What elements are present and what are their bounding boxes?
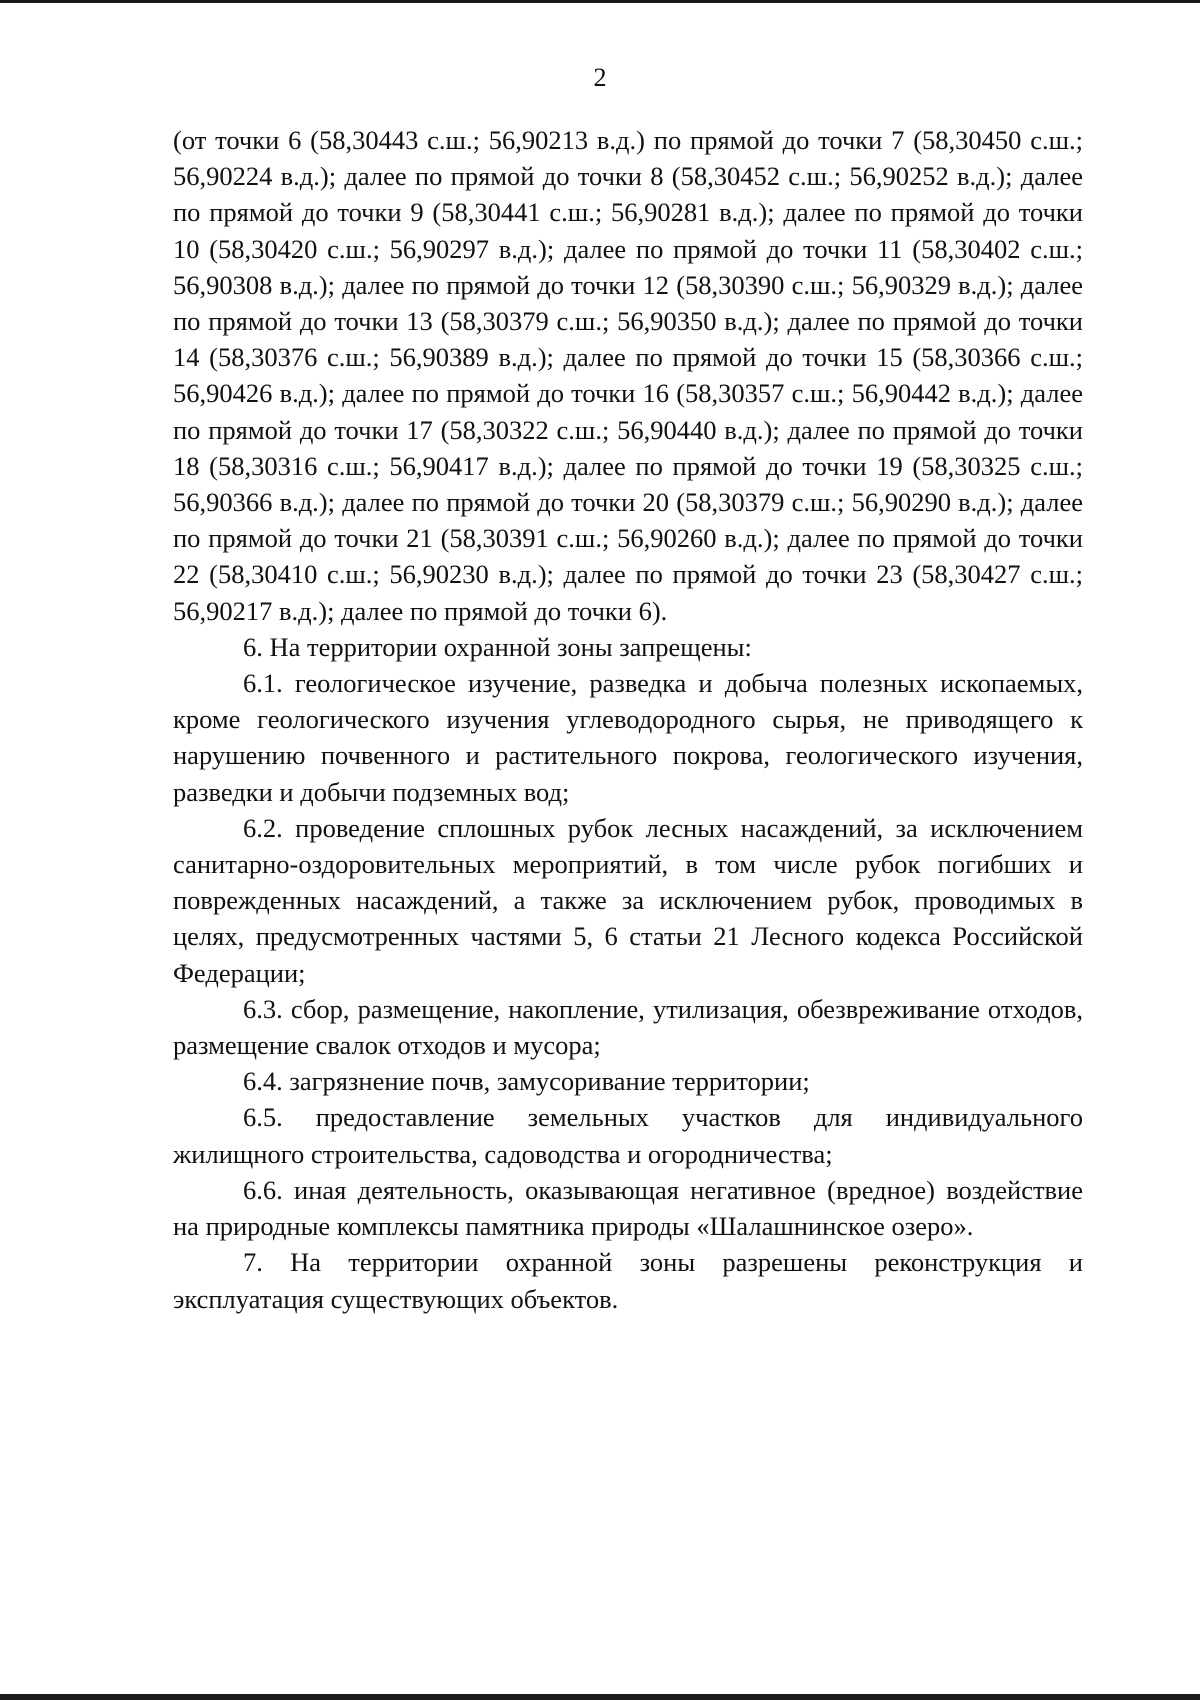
- paragraph-6-1: 6.1. геологическое изучение, разведка и добыча полезных ископаемых, кроме геологического изучения углеводородного сырья, не приводящего к нарушению почвенного и растительного покрова, геологического изучения, разведки и добычи подземных вод;: [173, 668, 1083, 807]
- paragraph-6-prohibitions-heading: 6. На территории охранной зоны запрещены:: [243, 631, 752, 662]
- scan-edge-bottom: [0, 1694, 1200, 1700]
- paragraph-coordinates: (от точки 6 (58,30443 с.ш.; 56,90213 в.д.) по прямой до точки 7 (58,30450 с.ш.; 56,90224 в.д.); далее по прямой до точки 8 (58,30452 с.ш.; 56,90252 в.д.); далее по прямой до точки 9 (58,30441 с.ш.; 56,90281 в.д.); далее по прямой до точки 10 (58,30420 с.ш.; 56,90297 в.д.); далее по прямой до точки 11 (58,30402 с.ш.; 56,90308 в.д.); далее по прямой до точки 12 (58,30390 с.ш.; 56,90329 в.д.); далее по прямой до точки 13 (58,30379 с.ш.; 56,90350 в.д.); далее по прямой до точки 14 (58,30376 с.ш.; 56,90389 в.д.); далее по прямой до точки 15 (58,30366 с.ш.; 56,90426 в.д.); далее по прямой до точки 16 (58,30357 с.ш.; 56,90442 в.д.); далее по прямой до точки 17 (58,30322 с.ш.; 56,90440 в.д.); далее по прямой до точки 18 (58,30316 с.ш.; 56,90417 в.д.); далее по прямой до точки 19 (58,30325 с.ш.; 56,90366 в.д.); далее по прямой до точки 20 (58,30379 с.ш.; 56,90290 в.д.); далее по прямой до точки 21 (58,30391 с.ш.; 56,90260 в.д.); далее по прямой до точки 22 (58,30410 с.ш.; 56,90230 в.д.); далее по прямой до точки 23 (58,30427 с.ш.; 56,90217 в.д.); далее по прямой до точки 6).: [173, 125, 1083, 626]
- paragraph-6-3: 6.3. сбор, размещение, накопление, утилизация, обезвреживание отходов, размещение свалок отходов и мусора;: [173, 993, 1083, 1061]
- paragraph-7: 7. На территории охранной зоны разрешены реконструкция и эксплуатация существующих объектов.: [173, 1247, 1083, 1314]
- paragraph-6-4: 6.4. загрязнение почв, замусоривание территории;: [243, 1066, 810, 1097]
- paragraph-6-5: 6.5. предоставление земельных участков для индивидуального жилищного строительства, садоводства и огородничества;: [173, 1102, 1083, 1169]
- scan-edge-top: [0, 0, 1200, 3]
- document-body: [173, 122, 1083, 1317]
- paragraph-6-6: 6.6. иная деятельность, оказывающая негативное (вредное) воздействие на природные комплексы памятника природы «Шалашнинское озеро».: [173, 1174, 1083, 1242]
- paragraph-6-2: 6.2. проведение сплошных рубок лесных насаждений, за исключением санитарно-оздоровительных мероприятий, в том числе рубок погибших и поврежденных насаждений, а также за исключением рубок, проводимых в целях, предусмотренных частями 5, 6 статьи 21 Лесного кодекса Российской Федерации;: [173, 812, 1083, 988]
- page-number: 2: [593, 63, 607, 92]
